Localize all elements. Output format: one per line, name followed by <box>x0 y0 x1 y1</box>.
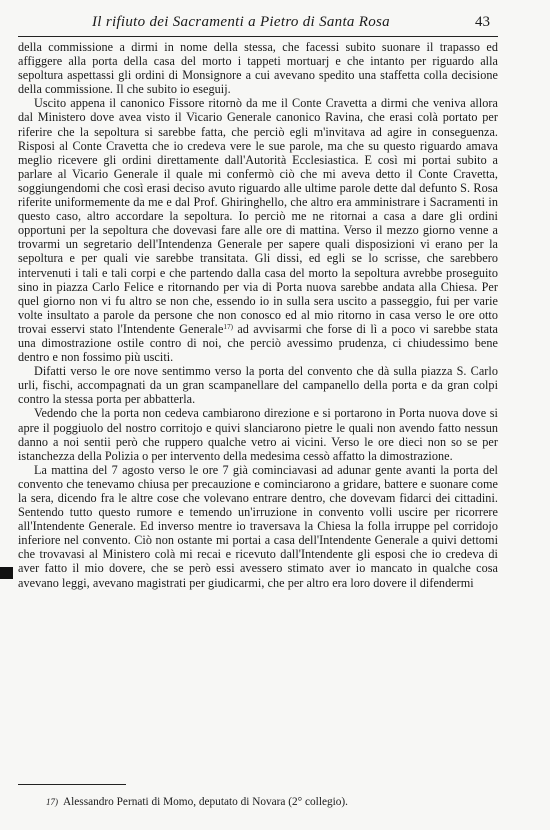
footnote-number: 17) <box>46 797 58 807</box>
margin-mark <box>0 567 13 579</box>
paragraph-text: Uscito appena il canonico Fissore ritornò da me il Conte Cravetta a dirmi che veniva allora dal Ministero dove avea visto il Vicario Generale canonico Ravina, che erasi colà portato per riferire che la sepoltura si sarebbe fatta, che perciò egli m'invitava ad agire in conseguenza. Risposi al Conte Cravetta che io credeva vere le sue parole, ma che su questo riguardo amava meglio ricevere gli ordini direttamente dall'Autorità Ecclesiastica. E così mi portai subito a parlare al Vicario Generale il quale mi confermò ciò che mi aveva detto il Conte Cravetta, soggiungendomi che così erasi deciso avuto riguardo alle ultime parole dette dal defunto S. Rosa riferite uniformemente da me e dal Prof. Ghiringhello, che altro era amministrare i Sacramenti in questo caso, altro accordare la sepoltura. Io perciò me ne ritornai a casa a dare gli ordini opportuni per la sepoltura che dovevasi fare alle ore di mattina. Verso il mezzo giorno venne a trovarmi un segretario dell'Intendenza Generale per sapere quali disposizioni vi erano per la sepoltura e per quali vie sarebbe transitata. Gli dissi, ed egli se lo scrisse, che sarebbero intervenuti i tali e tali corpi e che partendo dalla casa del morto la sepoltura avrebbe proseguito sino in piazza Carlo Felice e ritornando per via di Porta nuova sarebbe andata alla Chiesa. Per quel giorno non vi fu altro se non che, essendo io in sulla sera uscito a passeggio, fui per varie volte insultato a parole da persone che non conosco ed al mio ritorno in casa verso le ore otto trovai esservi stato l'Intendente Generale <box>18 96 498 336</box>
header-rule <box>18 36 498 37</box>
paragraph: Difatti verso le ore nove sentimmo verso la porta del convento che dà sulla piazza S. Carlo urli, fischi, accompagnati da un gran scampanellare del campanello della porta e da gran colpi contro la stessa porta per abbatterla. <box>18 364 498 407</box>
footnote-text: Alessandro Pernati di Momo, deputato di Novara (2° collegio). <box>63 796 348 808</box>
paragraph: della commissione a dirmi in nome della stessa, che facessi subito suonare il trapasso ed affiggere alla porta della casa del morto i tappeti mortuarj e che intanto per riguardo alla sepoltura aspettassi gli ordini di Monsignore a cui avevano spedito una staffetta colla decisione della commissione. Il che subito io eseguij. <box>18 40 498 97</box>
running-title: Il rifiuto dei Sacramenti a Pietro di Santa Rosa <box>92 14 390 30</box>
body-text <box>18 40 498 590</box>
page-header <box>0 14 550 36</box>
footnote-reference: 17) <box>223 322 233 331</box>
paragraph-text: ad avvisarmi che forse di lì a poco vi sarebbe stata una dimostrazione ostile contro di noi, che perciò avessimo prudenza, ci chiudessimo bene dentro e non fossimo più usciti. <box>18 321 498 365</box>
paragraph: Vedendo che la porta non cedeva cambiarono direzione e si portarono in Porta nuova dove si apre il poggiuolo del nostro corritojo e quivi slanciarono pietre le quali non avendo fatto nessun danno a noi sentii però che ruppero qualche vetro ai vicini. Verso le ore dieci non so se per istanchezza della Polizia o per intervento della medesima cessò affatto la dimostrazione. <box>18 406 498 463</box>
paragraph: La mattina del 7 agosto verso le ore 7 già cominciavasi ad adunar gente avanti la porta del convento che tenevamo chiusa per precauzione e cominciarono a gridare, battere e suonare come la sera, dicendo fra le altre cose che volevano entrare dentro, che dovevam fidarci dei cittadini. Sentendo tutto questo rumore e temendo un'irruzione in convento volli uscire per ricorrere all'Intendente Generale. Ed inverso mentre io traversava la Chiesa la folla irruppe pel corridojo inferiore nel convento. Ciò non ostante mi portai a casa dell'Intendente Generale a quivi dettomi che trovavasi al Ministero colà mi recai e ricevuto dall'Intendente gli esposi che io credeva di aver fatto il mio dovere, che se però essi avessero stimato aver io mancato in qualche cosa avevano leggi, avevano magistrati per giudicarmi, che per altro era loro dovere il difendermi <box>18 462 498 590</box>
paragraph <box>18 96 498 364</box>
footnote-rule <box>18 784 126 785</box>
footnote <box>46 796 496 809</box>
page-number: 43 <box>475 14 490 30</box>
